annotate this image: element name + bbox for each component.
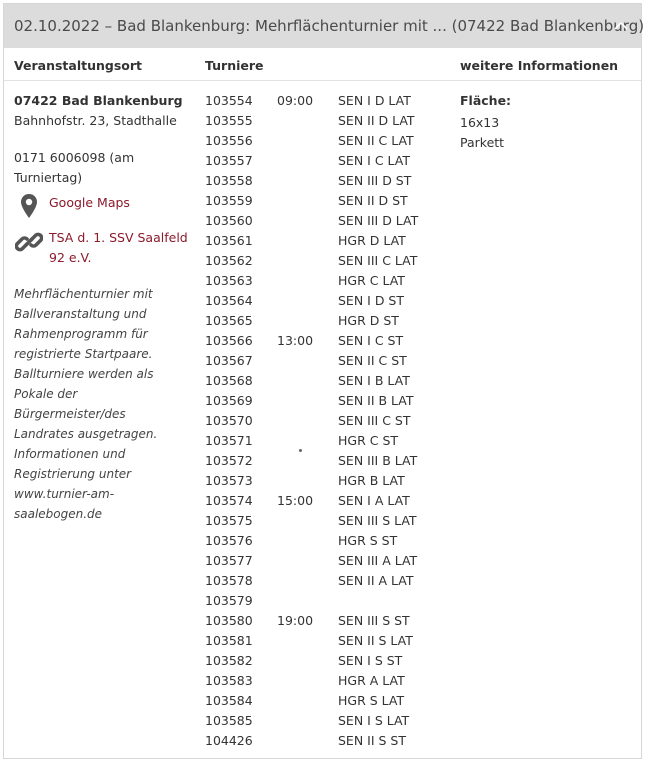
tournament-class: SEN II C ST — [338, 353, 407, 368]
tournament-class: SEN I D LAT — [338, 93, 411, 108]
tournament-number: 103555 — [205, 113, 253, 128]
tournament-number: 103580 — [205, 613, 253, 628]
tournament-number: 103557 — [205, 153, 253, 168]
tournament-class: HGR S ST — [338, 533, 398, 548]
venue-phone: 0171 6006098 (am Turniertag) — [14, 150, 135, 185]
tournament-class: SEN II C LAT — [338, 133, 414, 148]
tournament-number: 103568 — [205, 373, 253, 388]
tournament-number: 103563 — [205, 273, 253, 288]
tournament-number: 103562 — [205, 253, 253, 268]
tournament-number: 103558 — [205, 173, 253, 188]
tournament-time: 15:00 — [277, 493, 314, 508]
tournament-class: SEN II S LAT — [338, 633, 413, 648]
tournament-number: 103576 — [205, 533, 253, 548]
tournament-number: 103565 — [205, 313, 253, 328]
tournament-number: 103570 — [205, 413, 253, 428]
tournament-number: 103560 — [205, 213, 253, 228]
tournament-class: SEN II D ST — [338, 193, 408, 208]
tournament-number: 103579 — [205, 593, 253, 608]
tournament-class: HGR B LAT — [338, 473, 405, 488]
chevron-up-icon[interactable] — [611, 16, 631, 36]
tournament-number: 103582 — [205, 653, 253, 668]
tournament-class: SEN II B LAT — [338, 393, 414, 408]
tournament-number: 103554 — [205, 93, 253, 108]
tournament-class: HGR S LAT — [338, 693, 405, 708]
tournament-class: HGR C LAT — [338, 273, 405, 288]
tournament-class: SEN III B LAT — [338, 453, 418, 468]
tournament-number: 103584 — [205, 693, 253, 708]
tournament-class: SEN I C LAT — [338, 153, 410, 168]
tournament-time: 09:00 — [277, 93, 314, 108]
column-header-info: weitere Informationen — [460, 58, 619, 73]
tournament-class: SEN I A LAT — [338, 493, 410, 508]
tournament-class: SEN I D ST — [338, 293, 404, 308]
tournament-number: 103561 — [205, 233, 253, 248]
tournament-class: SEN III S LAT — [338, 513, 417, 528]
tournament-class: SEN II S ST — [338, 733, 406, 748]
panel-header[interactable] — [4, 4, 645, 48]
venue-address: Bahnhofstr. 23, Stadthalle — [14, 113, 177, 128]
tournament-number: 103556 — [205, 133, 253, 148]
tournament-number: 103564 — [205, 293, 253, 308]
stray-dot — [299, 449, 302, 452]
column-header-tournaments: Turniere — [205, 58, 264, 73]
tournament-class: SEN III D ST — [338, 173, 412, 188]
tournament-class: SEN III C ST — [338, 413, 411, 428]
tournament-number: 103567 — [205, 353, 253, 368]
column-headers — [4, 48, 641, 81]
event-title: 02.10.2022 – Bad Blankenburg: Mehrflächenturnier mit ... (07422 Bad Blankenburg) — [14, 17, 645, 35]
club-link[interactable]: TSA d. 1. SSV Saalfeld 92 e.V. — [49, 230, 188, 265]
tournament-number: 103571 — [205, 433, 253, 448]
link-icon — [14, 228, 44, 256]
tournament-number: 103577 — [205, 553, 253, 568]
tournament-number: 103574 — [205, 493, 253, 508]
event-description: Mehrflächenturnier mit Ballveranstaltung und Rahmenprogramm für registrierte Startpaare. Ballturniere werden als Pokale der Bürgermeister/des Landrates ausgetragen. Informationen und Registrierung unter www.turnier-am-saalebogen.de — [14, 287, 158, 521]
tournament-class: HGR D ST — [338, 313, 399, 328]
tournament-time: 13:00 — [277, 333, 314, 348]
map-pin-icon — [14, 193, 44, 221]
google-maps-link[interactable]: Google Maps — [49, 195, 130, 210]
tournament-number: 104426 — [205, 733, 253, 748]
tournament-number: 103559 — [205, 193, 253, 208]
tournament-number: 103573 — [205, 473, 253, 488]
tournament-class: SEN I B LAT — [338, 373, 410, 388]
tournament-number: 103581 — [205, 633, 253, 648]
club-row — [14, 228, 189, 268]
tournament-number: 103572 — [205, 453, 253, 468]
tournament-number: 103585 — [205, 713, 253, 728]
info-value: 16x13 Parkett — [460, 115, 505, 150]
tournament-time: 19:00 — [277, 613, 314, 628]
tournament-number: 103569 — [205, 393, 253, 408]
tournament-number: 103578 — [205, 573, 253, 588]
tournament-class: SEN I C ST — [338, 333, 404, 348]
tournament-number: 103575 — [205, 513, 253, 528]
tournament-class: SEN III D LAT — [338, 213, 419, 228]
tournament-class: SEN I S LAT — [338, 713, 410, 728]
tournament-class: SEN II A LAT — [338, 573, 414, 588]
info-label: Fläche: — [460, 93, 512, 108]
google-maps-row — [14, 193, 130, 221]
tournament-class: HGR D LAT — [338, 233, 406, 248]
venue-name: 07422 Bad Blankenburg — [14, 93, 183, 108]
tournament-number: 103583 — [205, 673, 253, 688]
tournament-class: SEN III C LAT — [338, 253, 418, 268]
event-panel — [3, 3, 645, 759]
tournament-class: HGR A LAT — [338, 673, 405, 688]
tournament-class: SEN III S ST — [338, 613, 410, 628]
tournament-class: HGR C ST — [338, 433, 399, 448]
tournament-class: SEN III A LAT — [338, 553, 418, 568]
tournament-number: 103566 — [205, 333, 253, 348]
column-header-venue: Veranstaltungsort — [14, 58, 142, 73]
tournament-class: SEN I S ST — [338, 653, 403, 668]
tournament-class: SEN II D LAT — [338, 113, 415, 128]
